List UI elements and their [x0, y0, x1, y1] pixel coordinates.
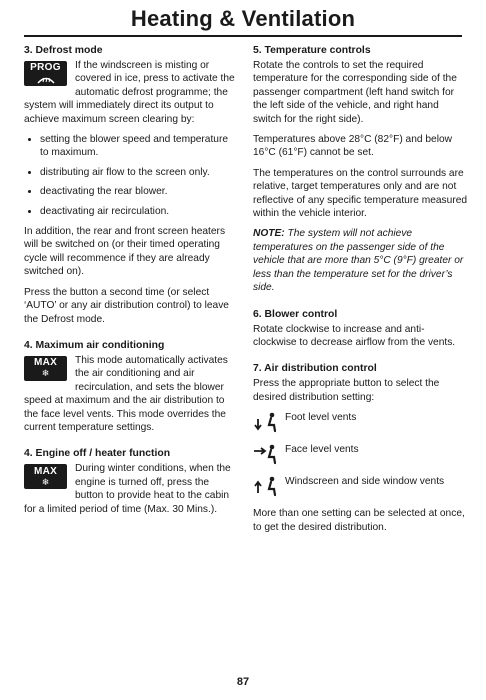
temperature-para3: The temperatures on the control surrounds are relative, target temperatures only and are not reflective of any specific temperature measured within the vehicle interior. [253, 167, 468, 220]
temperature-section [253, 44, 468, 295]
defrost-section [24, 44, 239, 326]
defrost-heading: 3. Defrost mode [24, 45, 103, 56]
max-ac-icon-label: MAX [33, 357, 58, 369]
blower-section [253, 308, 468, 350]
engine-off-text: During winter conditions, when the engine is turned off, press the button to provide heat to the cabin for a limited period of time (Max. 30 Mins.). [24, 463, 231, 515]
air-distribution-text: Press the appropriate button to select the desired distribution setting: [253, 378, 440, 403]
engine-off-heading: 4. Engine off / heater function [24, 448, 171, 460]
page-title: Heating & Ventilation [130, 6, 356, 31]
defrost-icon-label: PROG [30, 62, 61, 73]
windscreen-vent-icon [253, 475, 279, 497]
defrost-bullet: • deactivating the rear blower. [40, 185, 239, 198]
defrost-bullet-list [24, 133, 239, 218]
max-ac-text: This mode automatically activates the air conditioning and air recirculation, and sets the blower speed at maximum and the air distribution to the face level vents. This mode overrides the current temperature settings. [24, 354, 228, 433]
max-ac-icon [24, 356, 67, 381]
snowflake-icon: ❄ [41, 476, 50, 487]
note-text: The system will not achieve temperatures on the passenger side of the vehicle that are more than 5°C (9°F) greater or less than the temperature set for the driver’s side. [253, 228, 464, 294]
page-number: 87 [236, 676, 250, 688]
vent-option-face [253, 443, 468, 465]
temperature-para2: Temperatures above 28°C (82°F) and below 16°C (61°F) cannot be set. [253, 134, 452, 159]
max-ac-section [24, 339, 239, 434]
face-vent-icon [253, 443, 279, 465]
engine-off-icon [24, 464, 67, 489]
right-column [253, 44, 468, 547]
temperature-note [253, 227, 468, 294]
windscreen-defrost-icon [24, 61, 67, 86]
vent-option-label: Face level vents [285, 444, 359, 456]
air-distribution-section [253, 362, 468, 534]
defrost-bullet: • distributing air flow to the screen only. [40, 166, 239, 179]
air-distribution-heading: 7. Air distribution control [253, 363, 377, 375]
blower-heading: 6. Blower control [253, 308, 338, 320]
foot-vent-icon [253, 411, 279, 433]
vent-option-windscreen [253, 475, 468, 497]
defrost-intro: If the windscreen is misting or covered in ice, press to activate the automatic defrost programme; the system will immediately direct its output to achieve maximum screen clearing by: [24, 60, 235, 125]
vent-option-foot [253, 411, 468, 433]
temperature-para1: Rotate the controls to set the required temperature for the corresponding side of the passenger compartment (left hand switch for the left side of the vehicle, and right hand switch for the right side). [253, 60, 457, 125]
defrost-para3: Press the button a second time (or select ‘AUTO’ or any air distribution control) to leave the Defrost mode. [24, 286, 229, 325]
vent-option-label: Foot level vents [285, 412, 357, 424]
defrost-bullet: • setting the blower speed and temperature to maximum. [40, 133, 239, 160]
defrost-bullet: • deactivating air recirculation. [40, 205, 239, 218]
note-label: NOTE: [253, 228, 285, 240]
max-ac-heading: 4. Maximum air conditioning [24, 339, 165, 351]
left-column [24, 44, 239, 529]
engine-off-icon-label: MAX [33, 465, 58, 477]
engine-off-section [24, 447, 239, 516]
title-rule [24, 35, 462, 37]
defrost-glyph [36, 73, 56, 84]
defrost-para2: In addition, the rear and front screen heaters will be switched on (or their timed operating cycle will recommence if they are already switched on). [24, 226, 226, 278]
snowflake-icon: ❄ [41, 368, 50, 379]
blower-text: Rotate clockwise to increase and anti-clockwise to decrease airflow from the vents. [253, 323, 456, 348]
temperature-heading: 5. Temperature controls [253, 45, 371, 56]
air-distribution-footer: More than one setting can be selected at once, to get the desired distribution. [253, 508, 465, 533]
vent-option-label: Windscreen and side window vents [285, 476, 445, 488]
